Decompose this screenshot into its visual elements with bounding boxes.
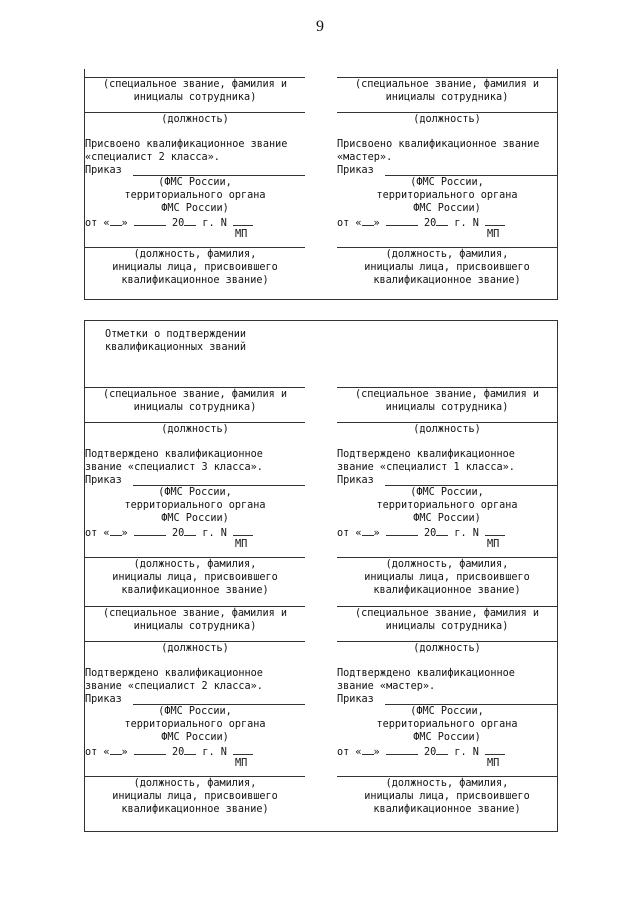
date-row (85, 217, 253, 231)
fill-blank (436, 746, 448, 755)
officer-caption-line1: (специальное звание, фамилия и (102, 79, 287, 90)
fill-blank (110, 527, 122, 536)
date-suffix: г. N (202, 528, 227, 539)
org-caption-line2: территориального органа (376, 190, 518, 201)
fill-blank (110, 217, 122, 226)
position-line (337, 422, 557, 423)
signer-caption-line3: квалификационное звание) (373, 804, 521, 815)
rank-statement-line1: Присвоено квалификационное звание (85, 139, 288, 150)
date-suffix: г. N (202, 218, 227, 229)
signer-signature-line (337, 247, 557, 248)
position-caption: (должность) (161, 424, 229, 435)
fill-blank (184, 217, 196, 226)
signer-signature-line (85, 776, 305, 777)
signer-caption-line1: (должность, фамилия, (385, 778, 509, 789)
assignment-frame (84, 69, 558, 300)
fill-blank (134, 527, 166, 536)
position-line (85, 422, 305, 423)
date-prefix: от « (85, 528, 110, 539)
fill-blank (233, 746, 253, 755)
org-caption-line2: территориального органа (376, 719, 518, 730)
officer-caption-line1: (специальное звание, фамилия и (354, 389, 539, 400)
fill-blank (110, 746, 122, 755)
order-label: Приказ (85, 694, 122, 705)
signer-caption-line2: инициалы лица, присвоившего (112, 791, 278, 802)
order-label: Приказ (85, 165, 122, 176)
signer-caption-line1: (должность, фамилия, (133, 249, 257, 260)
officer-caption-line2: инициалы сотрудника) (385, 92, 509, 103)
position-line (85, 641, 305, 642)
signer-signature-line (337, 776, 557, 777)
officer-signature-line (337, 77, 557, 78)
officer-caption-line2: инициалы сотрудника) (133, 621, 257, 632)
fill-blank (362, 527, 374, 536)
order-row (85, 694, 122, 707)
signer-caption-line2: инициалы лица, присвоившего (364, 791, 530, 802)
signer-caption-line1: (должность, фамилия, (133, 778, 257, 789)
officer-caption-line2: инициалы сотрудника) (385, 402, 509, 413)
fill-blank (233, 217, 253, 226)
rank-statement-line1: Подтверждено квалификационное (337, 668, 515, 679)
org-caption-line2: территориального органа (124, 190, 266, 201)
signer-caption-line3: квалификационное звание) (373, 275, 521, 286)
org-caption-line2: территориального органа (124, 500, 266, 511)
org-caption-line1: (ФМС России, (410, 706, 484, 717)
date-year: 20 (171, 218, 185, 229)
order-line (385, 485, 557, 486)
officer-caption-line2: инициалы сотрудника) (133, 92, 257, 103)
date-row (85, 527, 253, 541)
org-caption-line1: (ФМС России, (158, 487, 232, 498)
rank-statement-line1: Подтверждено квалификационное (337, 449, 515, 460)
rank-statement-line2: звание «мастер». (337, 681, 436, 692)
rank-statement-line1: Подтверждено квалификационное (85, 449, 263, 460)
signer-signature-line (337, 557, 557, 558)
position-line (85, 112, 305, 113)
signer-signature-line (85, 557, 305, 558)
date-suffix: г. N (454, 528, 479, 539)
signer-caption-line3: квалификационное звание) (121, 585, 269, 596)
fill-blank (386, 217, 418, 226)
org-caption-line3: ФМС России) (161, 732, 229, 743)
stamp-mark: МП (487, 758, 500, 769)
org-caption-line3: ФМС России) (161, 513, 229, 524)
position-line (337, 112, 557, 113)
signer-caption-line1: (должность, фамилия, (385, 559, 509, 570)
stamp-mark: МП (235, 229, 248, 240)
order-row (85, 165, 122, 178)
date-prefix: от « (85, 747, 110, 758)
date-row (85, 746, 253, 760)
officer-signature-line (337, 606, 557, 607)
stamp-mark: МП (487, 539, 500, 550)
fill-blank (485, 217, 505, 226)
order-row (85, 475, 122, 488)
order-label: Приказ (85, 475, 122, 486)
org-caption-line1: (ФМС России, (158, 706, 232, 717)
position-caption: (должность) (413, 424, 481, 435)
order-row (337, 165, 374, 178)
position-caption: (должность) (413, 643, 481, 654)
position-caption: (должность) (161, 643, 229, 654)
date-prefix: от « (337, 218, 362, 229)
order-row (337, 475, 374, 488)
date-mid: » (121, 747, 128, 758)
signer-caption-line1: (должность, фамилия, (133, 559, 257, 570)
fill-blank (386, 746, 418, 755)
signer-caption-line1: (должность, фамилия, (385, 249, 509, 260)
signer-signature-line (85, 247, 305, 248)
signer-caption-line2: инициалы лица, присвоившего (112, 262, 278, 273)
fill-blank (134, 746, 166, 755)
officer-caption-line1: (специальное звание, фамилия и (102, 389, 287, 400)
fill-blank (362, 217, 374, 226)
rank-statement-line2: «мастер». (337, 152, 393, 163)
stamp-mark: МП (235, 539, 248, 550)
rank-statement-line1: Подтверждено квалификационное (85, 668, 263, 679)
rank-statement-line2: звание «специалист 3 класса». (85, 462, 263, 473)
order-line (133, 175, 305, 176)
page-number: 9 (316, 18, 324, 35)
signer-caption-line3: квалификационное звание) (121, 275, 269, 286)
officer-caption-line1: (специальное звание, фамилия и (102, 608, 287, 619)
fill-blank (362, 746, 374, 755)
date-year: 20 (423, 747, 437, 758)
date-prefix: от « (337, 528, 362, 539)
signer-caption-line2: инициалы лица, присвоившего (112, 572, 278, 583)
fill-blank (436, 527, 448, 536)
signer-caption-line3: квалификационное звание) (121, 804, 269, 815)
confirmation-frame (84, 320, 558, 832)
date-mid: » (373, 218, 380, 229)
stamp-mark: МП (235, 758, 248, 769)
section-heading-line1: Отметки о подтверждении (105, 329, 247, 340)
date-mid: » (373, 747, 380, 758)
section-heading (105, 329, 305, 354)
fill-blank (485, 746, 505, 755)
rank-statement-line1: Присвоено квалификационное звание (337, 139, 540, 150)
fill-blank (436, 217, 448, 226)
org-caption-line2: территориального органа (376, 500, 518, 511)
signer-caption-line2: инициалы лица, присвоившего (364, 262, 530, 273)
officer-signature-line (337, 387, 557, 388)
date-year: 20 (423, 528, 437, 539)
org-caption-line1: (ФМС России, (158, 177, 232, 188)
rank-statement-line2: звание «специалист 2 класса». (85, 681, 263, 692)
org-caption-line3: ФМС России) (413, 513, 481, 524)
officer-caption-line2: инициалы сотрудника) (133, 402, 257, 413)
date-prefix: от « (85, 218, 110, 229)
date-row (337, 527, 505, 541)
date-suffix: г. N (454, 218, 479, 229)
order-label: Приказ (337, 165, 374, 176)
fill-blank (184, 527, 196, 536)
officer-signature-line (85, 77, 305, 78)
date-mid: » (373, 528, 380, 539)
date-mid: » (121, 218, 128, 229)
date-prefix: от « (337, 747, 362, 758)
officer-signature-line (85, 387, 305, 388)
fill-blank (485, 527, 505, 536)
fill-blank (184, 746, 196, 755)
officer-caption-line1: (специальное звание, фамилия и (354, 79, 539, 90)
rank-statement-line2: «специалист 2 класса». (85, 152, 220, 163)
org-caption-line3: ФМС России) (413, 203, 481, 214)
date-year: 20 (423, 218, 437, 229)
date-suffix: г. N (202, 747, 227, 758)
org-caption-line1: (ФМС России, (410, 487, 484, 498)
order-label: Приказ (337, 475, 374, 486)
order-label: Приказ (337, 694, 374, 705)
order-line (133, 704, 305, 705)
org-caption-line2: территориального органа (124, 719, 266, 730)
order-line (385, 704, 557, 705)
signer-caption-line3: квалификационное звание) (373, 585, 521, 596)
date-year: 20 (171, 747, 185, 758)
officer-caption-line1: (специальное звание, фамилия и (354, 608, 539, 619)
stamp-mark: МП (487, 229, 500, 240)
rank-statement-line2: звание «специалист 1 класса». (337, 462, 515, 473)
officer-caption-line2: инициалы сотрудника) (385, 621, 509, 632)
position-line (337, 641, 557, 642)
fill-blank (386, 527, 418, 536)
position-caption: (должность) (413, 114, 481, 125)
date-row (337, 746, 505, 760)
order-line (385, 175, 557, 176)
date-year: 20 (171, 528, 185, 539)
officer-signature-line (85, 606, 305, 607)
section-heading-line2: квалификационных званий (105, 341, 247, 353)
position-caption: (должность) (161, 114, 229, 125)
fill-blank (233, 527, 253, 536)
date-suffix: г. N (454, 747, 479, 758)
date-row (337, 217, 505, 231)
order-row (337, 694, 374, 707)
org-caption-line1: (ФМС России, (410, 177, 484, 188)
org-caption-line3: ФМС России) (161, 203, 229, 214)
org-caption-line3: ФМС России) (413, 732, 481, 743)
fill-blank (134, 217, 166, 226)
order-line (133, 485, 305, 486)
signer-caption-line2: инициалы лица, присвоившего (364, 572, 530, 583)
date-mid: » (121, 528, 128, 539)
